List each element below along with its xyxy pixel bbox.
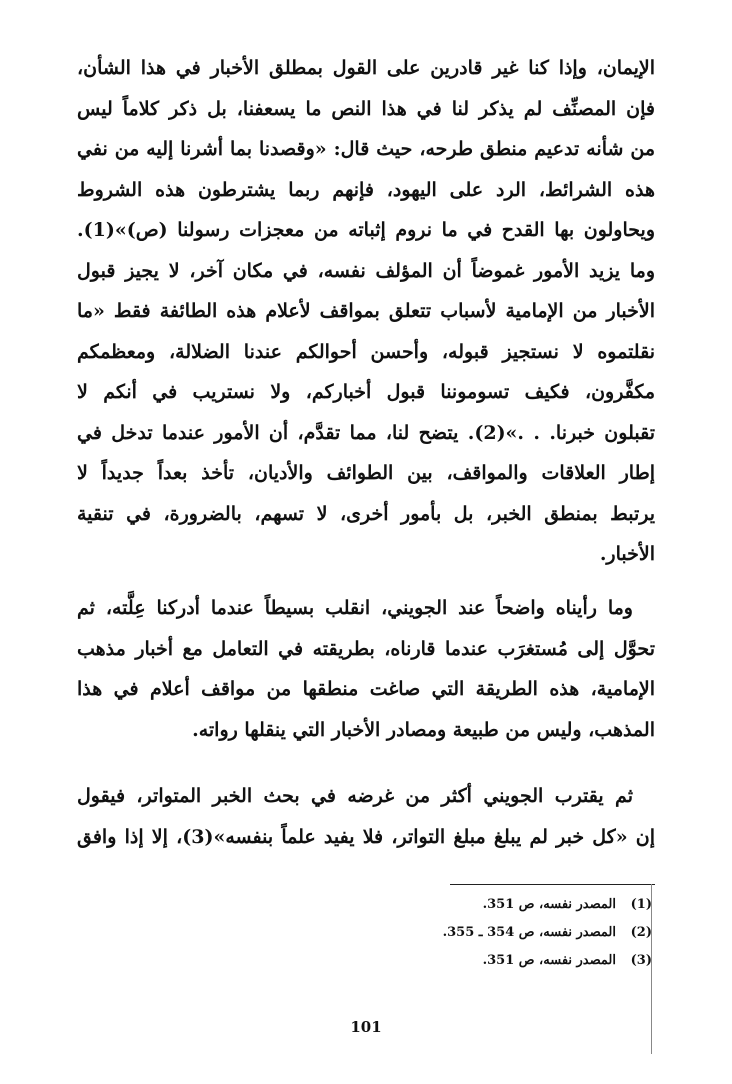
text-line: الأخبار من الإمامية لأسباب تتعلق بمواقف لأعلام هذه الطائفة فقط «ما — [77, 300, 655, 322]
paragraph-1 — [77, 48, 655, 575]
text-line: نقلتموه لا نستجيز قبوله، وأحسن أحوالكم عندنا الضلالة، ومعظمكم — [77, 340, 655, 363]
footnote-text: المصدر نفسه، ص 354 ـ 355. — [442, 924, 616, 940]
text-line: تقبلون خبرنا. . .»(2). يتضح لنا، مما تقدَّم، أن الأمور عندما تدخل في — [77, 421, 655, 444]
paragraph-3 — [77, 776, 655, 857]
footnotes — [380, 890, 652, 974]
text-line: يرتبط بمنطق الخبر، بل بأمور أخرى، لا تسهم، بالضرورة، في تنقية — [77, 502, 655, 525]
text-line: ثم يقترب الجويني أكثر من غرضه في بحث الخبر المتواتر، فيقول — [77, 785, 633, 807]
footnote — [380, 946, 652, 974]
text-line: الإمامية، هذه الطريقة التي صاغت منطقها من مواقف أعلام في هذا — [77, 678, 655, 700]
footnote — [380, 918, 652, 946]
text-line: إطار العلاقات والمواقف، بين الطوائف والأديان، تأخذ بعداً جديداً لا — [77, 462, 655, 484]
text-line: الإيمان، وإذا كنا غير قادرين على القول بمطلق الأخبار في هذا الشأن، — [77, 57, 655, 79]
footnote-divider — [450, 884, 655, 885]
text-line: وما رأيناه واضحاً عند الجويني، انقلب بسيطاً عندما أدركنا عِلَّته، ثم — [77, 597, 633, 619]
text-line: وما يزيد الأمور غموضاً أن المؤلف نفسه، في مكان آخر، لا يجيز قبول — [77, 259, 655, 282]
footnote-text: المصدر نفسه، ص 351. — [482, 896, 616, 912]
footnote — [380, 890, 652, 918]
page-number: 101 — [350, 1018, 382, 1036]
text-line: إن «كل خبر لم يبلغ مبلغ التواتر، فلا يفيد علماً بنفسه»(3)، إلا إذا وافق — [77, 825, 655, 848]
footnote-text: المصدر نفسه، ص 351. — [482, 952, 616, 968]
text-line: فإن المصنِّف لم يذكر لنا في هذا النص ما يسعفنا، بل ذكر كلاماً ليس — [77, 97, 655, 120]
text-line: هذه الشرائط، الرد على اليهود، فإنهم ربما يشترطون هذه الشروط — [77, 178, 655, 201]
text-line: الأخبار. — [599, 543, 655, 565]
text-line: تحوَّل إلى مُستغرَب عندما قارناه، بطريقته في التعامل مع أخبار مذهب — [77, 637, 655, 660]
text-line: المذهب، وليس من طبيعة ومصادر الأخبار التي ينقلها رواته. — [192, 718, 655, 741]
text-line: ويحاولون بها القدح في ما نروم إثباته من معجزات رسولنا (ص)»(1). — [77, 219, 655, 241]
footnote-number: (3) — [630, 952, 652, 968]
text-line: من شأنه تدعيم منطق طرحه، حيث قال: «وقصدنا بما أشرنا إليه من نفي — [77, 138, 655, 160]
footnote-number: (1) — [630, 896, 652, 912]
paragraph-2 — [77, 588, 655, 750]
footnote-number: (2) — [630, 924, 652, 940]
text-line: مكفَّرون، فكيف تسوموننا قبول أخباركم، ولا نستريب في أنكم لا — [77, 381, 655, 403]
